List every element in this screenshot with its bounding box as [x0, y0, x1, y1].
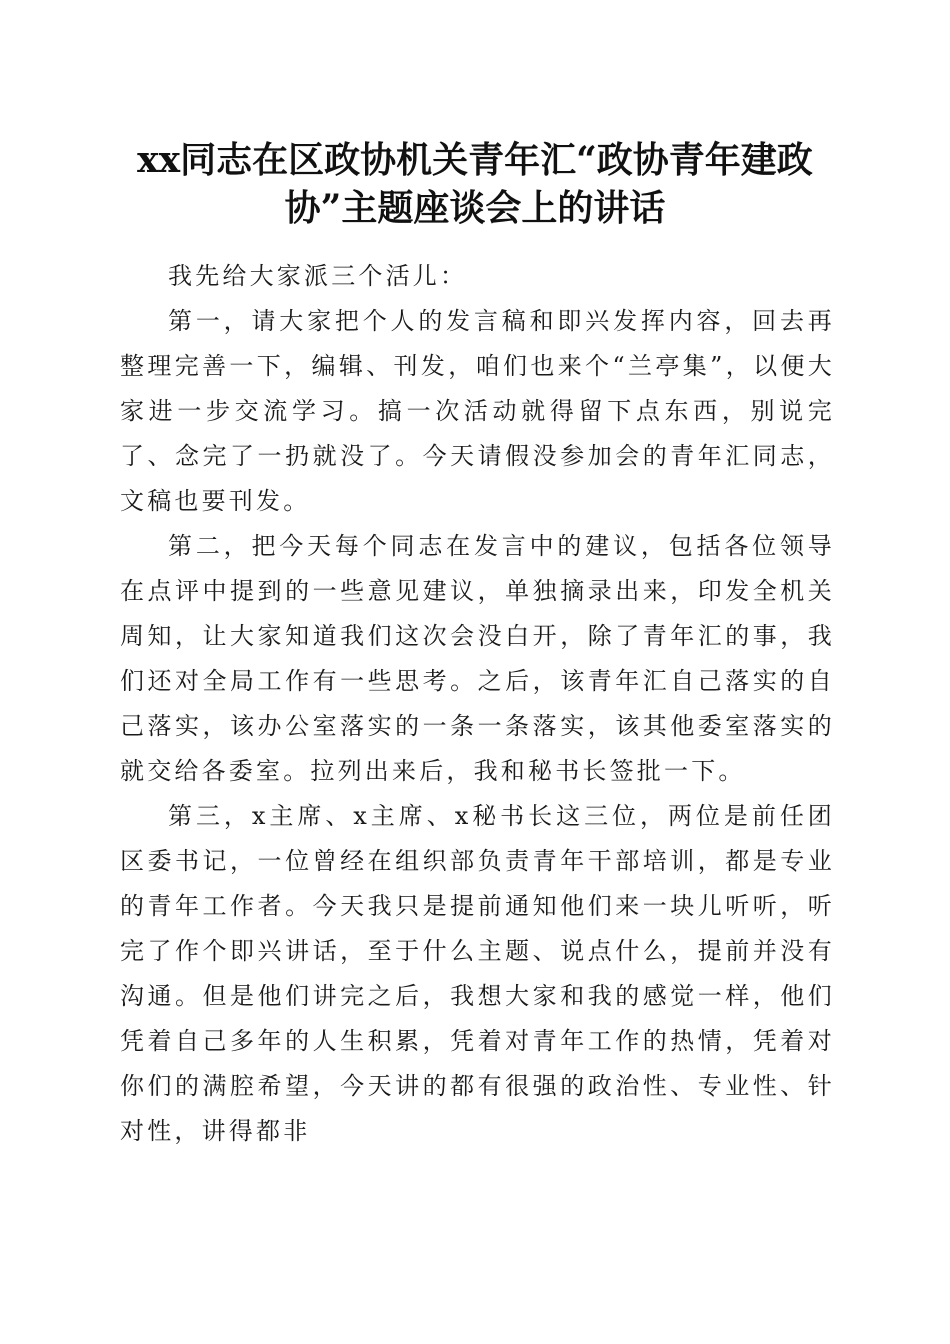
title-line-1: xx同志在区政协机关青年汇“政协青年建政 — [137, 139, 813, 181]
paragraph-second: 第二，把今天每个同志在发言中的建议，包括各位领导在点评中提到的一些意见建议，单独摘录出来，印发全机关周知，让大家知道我们这次会没白开，除了青年汇的事，我们还对全局工作有一些思考。之后，该青年汇自己落实的自己落实，该办公室落实的一条一条落实，该其他委室落实的就交给各委室。拉列出来后，我和秘书长签批一下。 — [120, 532, 835, 785]
title-line-2: 协”主题座谈会上的讲话 — [284, 187, 666, 229]
paragraph-third: 第三，x主席、x主席、x秘书长这三位，两位是前任团区委书记，一位曾经在组织部负责青年干部培训，都是专业的青年工作者。今天我只是提前通知他们来一块儿听听，听完了作个即兴讲话，至于什么主题、说点什么，提前并没有沟通。但是他们讲完之后，我想大家和我的感觉一样，他们凭着自己多年的人生积累，凭着对青年工作的热情，凭着对你们的满腔希望，今天讲的都有很强的政治性、专业性、针对性，讲得都非 — [120, 802, 835, 1145]
paragraph-first: 第一，请大家把个人的发言稿和即兴发挥内容，回去再整理完善一下，编辑、刊发，咱们也来个“兰亭集”，以便大家进一步交流学习。搞一次活动就得留下点东西，别说完了、念完了一扔就没了。今天请假没参加会的青年汇同志，文稿也要刊发。 — [120, 307, 835, 515]
document-title — [100, 136, 850, 232]
document-body — [120, 254, 835, 1154]
paragraph-intro: 我先给大家派三个活儿： — [168, 262, 468, 290]
